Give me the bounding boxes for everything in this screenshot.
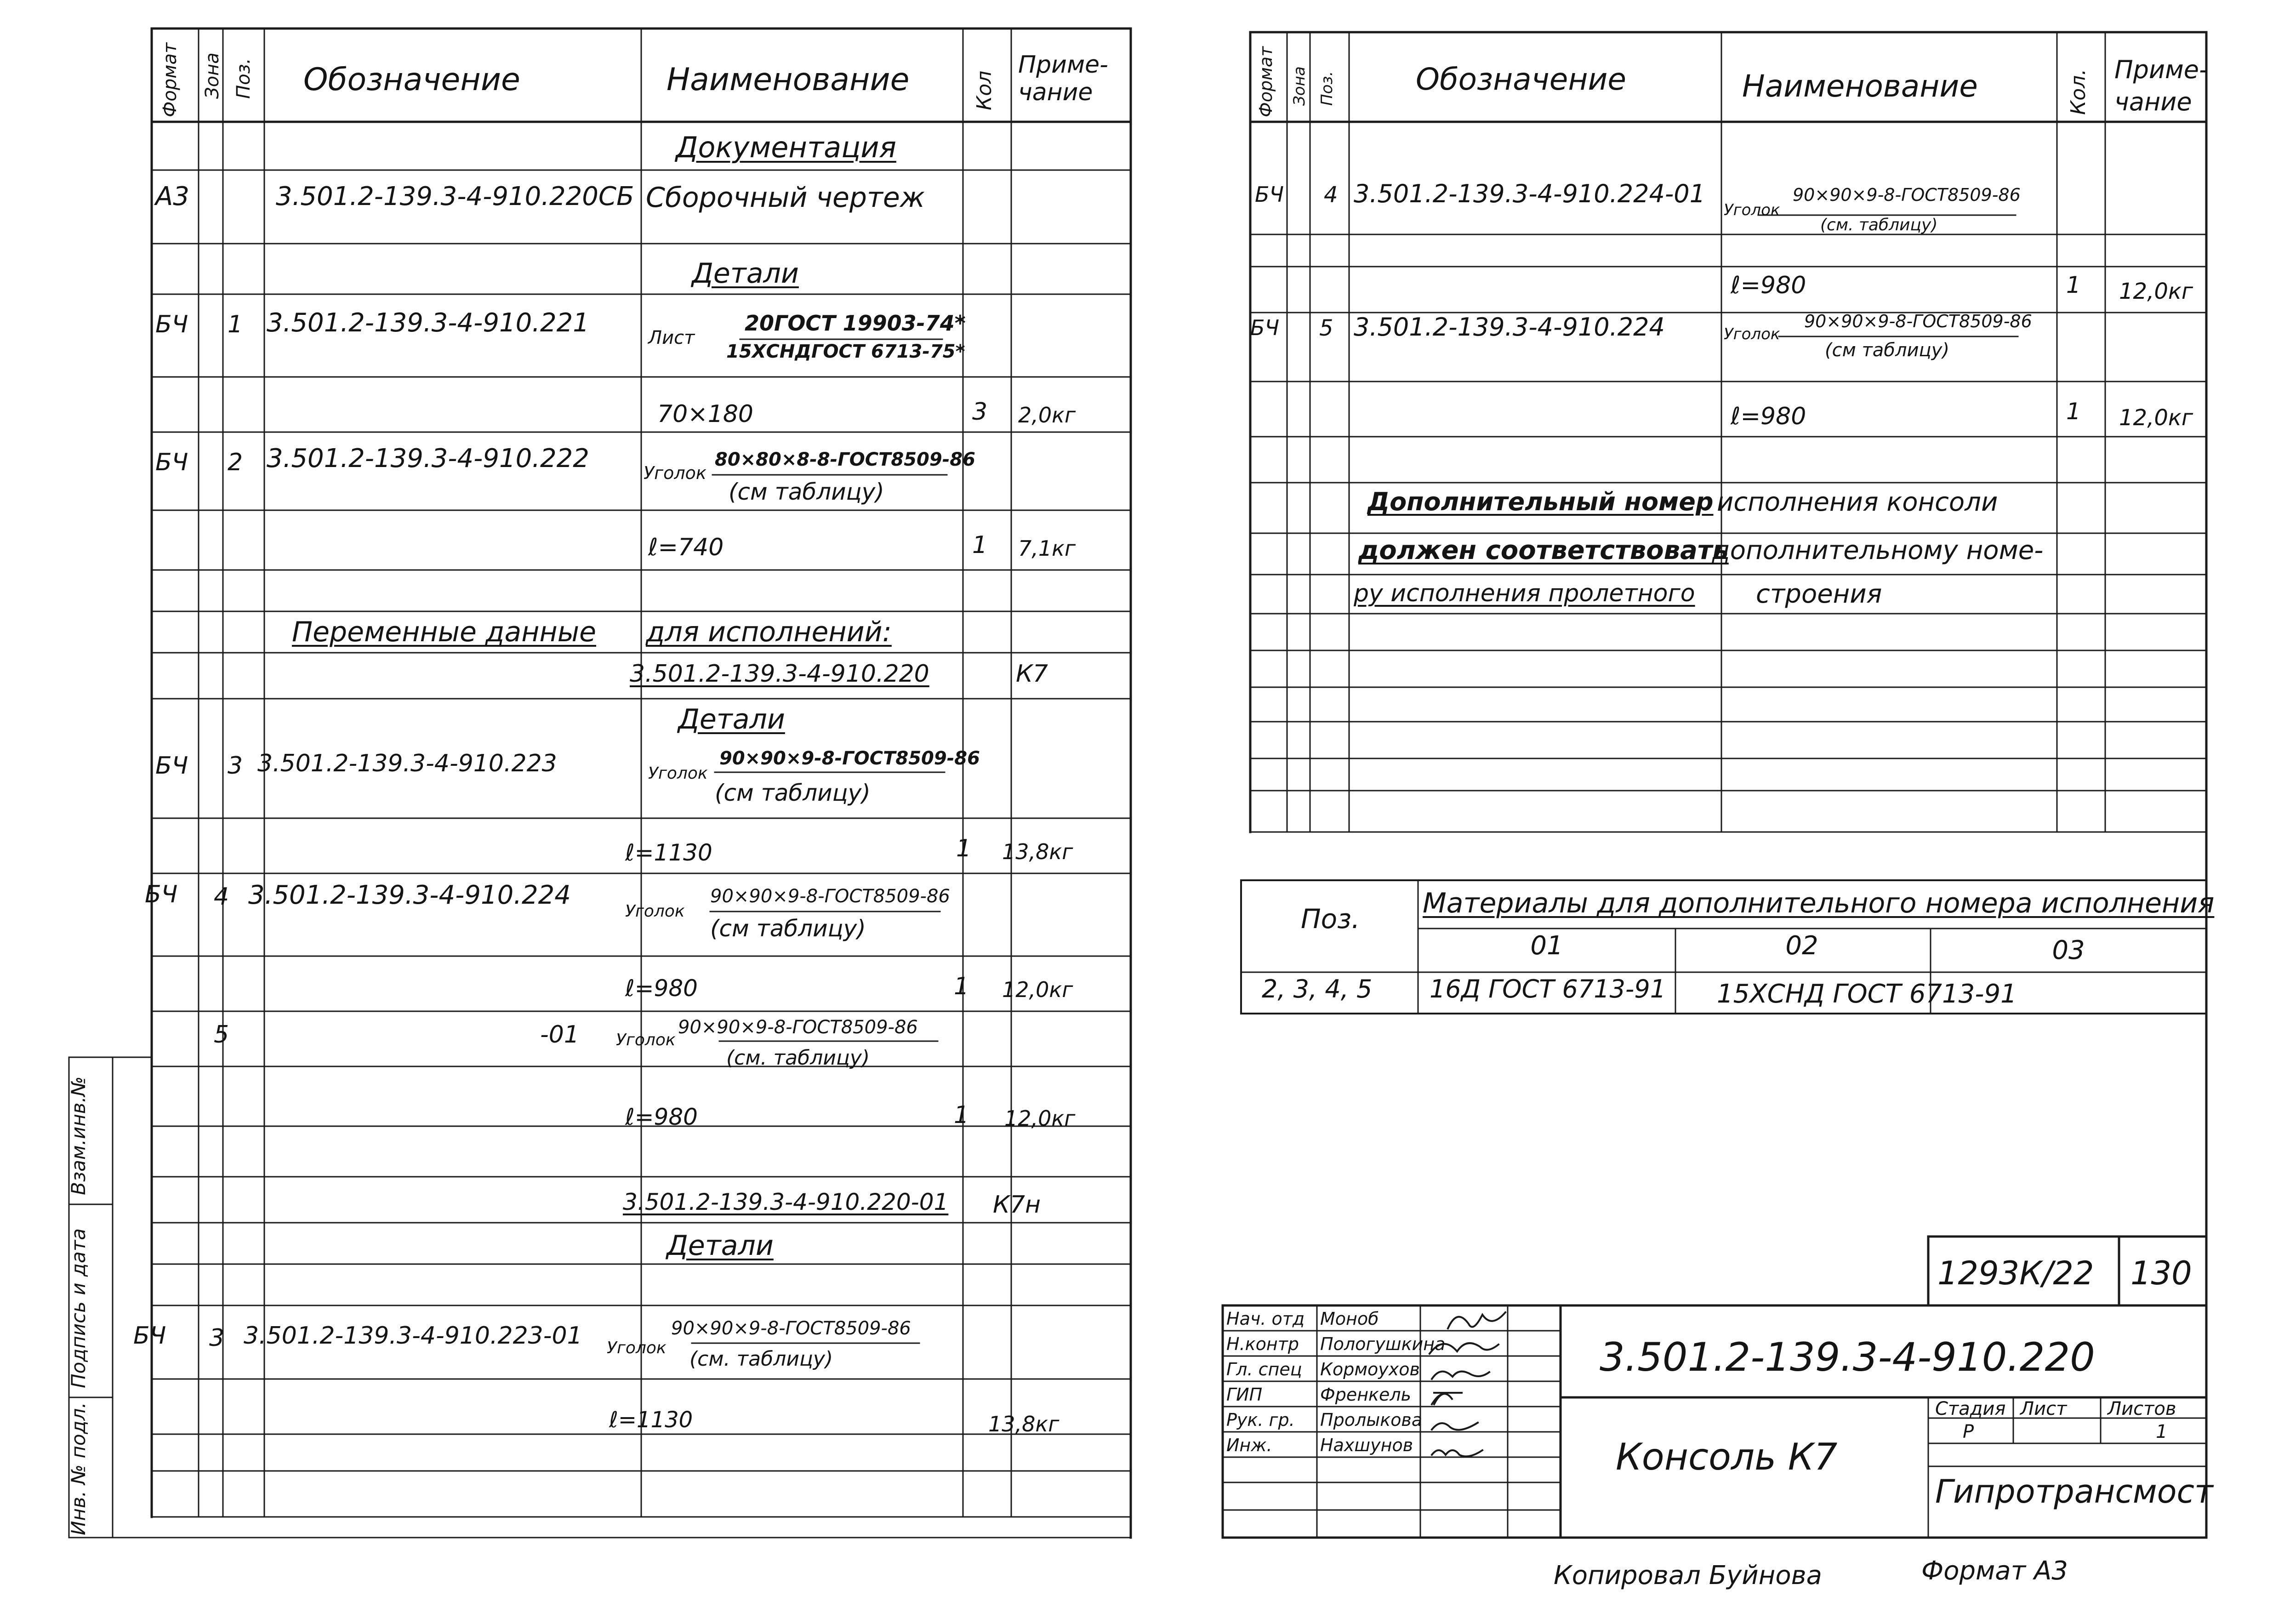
variable-data-label: Переменные данные (292, 616, 597, 648)
row-qty: 1 (954, 973, 969, 1000)
row-name-prefix: Уголок (1724, 201, 1780, 219)
variable-data-label-cont: для исполнений: (646, 616, 892, 648)
row-name: ℓ=980 (625, 1104, 698, 1130)
header-format: Формат (160, 42, 181, 117)
row-format: БЧ (155, 449, 188, 476)
row-name-bottom: (см. таблицу) (1820, 216, 1938, 234)
variant-code: К7 (1016, 660, 1048, 688)
row-note: 12,0кг (2119, 405, 2193, 431)
row-format: БЧ (145, 881, 178, 908)
row-designation: 3.501.2-139.3-4-910.224 (1354, 313, 1665, 342)
signer-name: Моноб (1320, 1309, 1379, 1329)
row-name-bottom: 15ХСНДГОСТ 6713-75* (726, 341, 965, 362)
row-name: ℓ=740 (648, 534, 724, 561)
header-note-1: Приме- (2114, 55, 2208, 84)
row-name-prefix: Уголок (616, 1031, 676, 1049)
row-name-top: 90×90×9-8-ГОСТ8509-86 (719, 748, 980, 769)
stage-value: Р (1963, 1421, 1974, 1442)
materials-value-01: 16Д ГОСТ 6713-91 (1430, 974, 1666, 1003)
row-qty: 1 (2066, 398, 2081, 425)
row-designation: 3.501.2-139.3-4-910.220СБ (276, 182, 634, 211)
sheet-format: Формат А3 (1921, 1556, 2068, 1586)
sheets-value: 1 (2156, 1421, 2168, 1442)
notice-line-1: Дополнительный номер (1367, 487, 1714, 516)
row-designation: 3.501.2-139.3-4-910.223-01 (244, 1322, 582, 1350)
row-name: ℓ=980 (1731, 403, 1806, 430)
header-note-1: Приме- (1018, 51, 1108, 79)
row-name-top: 80×80×8-8-ГОСТ8509-86 (715, 449, 975, 470)
header-zone: Зона (1290, 66, 1309, 106)
header-note-2: чание (2114, 87, 2192, 116)
row-note: 12,0кг (1004, 1106, 1076, 1131)
signer-name: Пролыкова (1320, 1410, 1423, 1430)
row-name-top: 90×90×9-8-ГОСТ8509-86 (710, 886, 950, 907)
signer-name: Френкель (1320, 1385, 1412, 1405)
variant-designation: 3.501.2-139.3-4-910.220 (630, 660, 929, 688)
row-designation: -01 (540, 1021, 579, 1048)
stamp-replace-inv: Взам.инв.№ (67, 1076, 90, 1195)
row-name: ℓ=1130 (609, 1407, 693, 1433)
row-designation: 3.501.2-139.3-4-910.224 (248, 880, 571, 910)
header-designation: Обозначение (1416, 62, 1626, 97)
materials-title: Материалы для дополнительного номера исполнения (1423, 887, 2215, 919)
materials-pos-label: Поз. (1301, 903, 1360, 935)
row-format: БЧ (133, 1322, 166, 1350)
header-pos: Поз. (1318, 71, 1336, 106)
notice-line-2: должен соответствовать (1358, 536, 1729, 565)
row-name-bottom: (см таблицу) (729, 479, 884, 505)
product-name: Консоль К7 (1616, 1436, 1838, 1478)
signer-role: Рук. гр. (1226, 1410, 1295, 1430)
row-name-prefix: Уголок (648, 764, 708, 783)
header-note-2: чание (1018, 79, 1093, 106)
variant-code: К7н (993, 1191, 1041, 1219)
row-note: 12,0кг (2119, 279, 2193, 304)
header-name: Наименование (1742, 68, 1978, 104)
row-name: ℓ=980 (625, 975, 698, 1002)
signer-role: Н.контр (1226, 1334, 1299, 1354)
row-pos: 3 (209, 1324, 225, 1352)
row-name-bottom: (см таблицу) (1825, 340, 1950, 361)
row-qty: 1 (954, 1101, 969, 1129)
row-name-prefix: Лист (648, 327, 695, 348)
variant-designation: 3.501.2-139.3-4-910.220-01 (623, 1189, 949, 1215)
organization-name: Гипротрансмост (1935, 1473, 2213, 1510)
sheet-number: 130 (2130, 1254, 2192, 1292)
row-pos: 4 (1324, 182, 1338, 208)
row-designation: 3.501.2-139.3-4-910.224-01 (1354, 179, 1706, 208)
row-note: 7,1кг (1018, 536, 1076, 561)
row-qty: 3 (972, 398, 988, 426)
row-qty: 1 (956, 835, 972, 862)
row-name-prefix: Уголок (644, 463, 706, 483)
row-name-bottom: (см. таблицу) (689, 1347, 833, 1371)
row-name-top: 20ГОСТ 19903-74* (745, 311, 966, 336)
row-name-bottom: (см таблицу) (715, 780, 871, 806)
row-note: 13,8кг (1002, 839, 1073, 864)
row-format: БЧ (155, 752, 188, 780)
stamp-sign-date: Подпись и дата (67, 1228, 90, 1388)
row-format: БЧ (155, 311, 188, 338)
row-name-prefix: Уголок (607, 1339, 666, 1357)
materials-col-02: 02 (1785, 931, 1818, 961)
signer-role: ГИП (1226, 1385, 1263, 1405)
row-pos: 5 (1319, 315, 1333, 341)
row-pos: 5 (214, 1021, 229, 1048)
row-name: 70×180 (657, 400, 753, 428)
row-pos: 2 (228, 449, 243, 476)
section-details: Детали (678, 703, 785, 735)
notice-line-2-cont: дополнительному номе- (1712, 536, 2044, 565)
row-name-prefix: Уголок (625, 902, 685, 921)
row-name-bottom: (см таблицу) (710, 915, 866, 942)
header-pos: Поз. (233, 58, 254, 99)
row-designation: 3.501.2-139.3-4-910.221 (267, 308, 589, 338)
row-format: БЧ (1255, 182, 1284, 207)
row-note: 13,8кг (988, 1412, 1060, 1436)
row-name: ℓ=980 (1731, 272, 1806, 299)
row-qty: 1 (2066, 272, 2081, 298)
row-note: 12,0кг (1002, 977, 1073, 1002)
header-zone: Зона (202, 52, 223, 99)
signer-name: Кормоухов (1320, 1359, 1420, 1379)
header-qty: Кол. (2067, 68, 2090, 115)
row-name: ℓ=1130 (625, 839, 712, 866)
section-details: Детали (666, 1230, 774, 1262)
header-qty: Кол (973, 70, 996, 110)
materials-value-02: 15ХСНД ГОСТ 6713-91 (1717, 979, 2017, 1009)
row-name-bottom: (см. таблицу) (726, 1046, 870, 1070)
signer-name: Пологушкина (1320, 1334, 1446, 1354)
signer-role: Гл. спец (1226, 1359, 1302, 1379)
row-pos: 4 (214, 883, 229, 911)
row-pos: 3 (228, 752, 243, 780)
notice-line-3-cont: строения (1756, 579, 1882, 609)
row-designation: 3.501.2-139.3-4-910.223 (257, 750, 557, 777)
sheets-label: Листов (2108, 1398, 2176, 1419)
sheet-label: Лист (2020, 1398, 2067, 1419)
row-format: А3 (155, 182, 189, 211)
row-name-top: 90×90×9-8-ГОСТ8509-86 (1804, 311, 2032, 331)
row-name-top: 90×90×9-8-ГОСТ8509-86 (678, 1017, 918, 1038)
row-note: 2,0кг (1018, 403, 1076, 427)
row-designation: 3.501.2-139.3-4-910.222 (267, 444, 589, 473)
signer-role: Нач. отд (1226, 1309, 1305, 1329)
row-pos: 1 (228, 311, 243, 338)
materials-col-01: 01 (1530, 931, 1563, 961)
materials-col-03: 03 (2052, 935, 2085, 965)
drawing-designation: 3.501.2-139.3-4-910.220 (1600, 1334, 2095, 1380)
signer-name: Нахшунов (1320, 1435, 1413, 1455)
materials-pos-value: 2, 3, 4, 5 (1262, 974, 1373, 1003)
stamp-inv-no: Инв. № подл. (67, 1402, 90, 1535)
section-documentation: Документация (676, 131, 896, 164)
section-details: Детали (692, 257, 799, 290)
row-qty: 1 (972, 531, 988, 559)
row-name-prefix: Уголок (1724, 325, 1780, 343)
notice-line-3: ру исполнения пролетного (1354, 580, 1695, 607)
archive-number: 1293К/22 (1937, 1254, 2094, 1292)
row-name-top: 90×90×9-8-ГОСТ8509-86 (671, 1318, 911, 1339)
row-name-top: 90×90×9-8-ГОСТ8509-86 (1793, 185, 2021, 205)
copied-by: Копировал Буйнова (1554, 1561, 1822, 1590)
header-designation: Обозначение (303, 62, 520, 98)
header-name: Наименование (666, 62, 910, 98)
signer-role: Инж. (1226, 1435, 1272, 1455)
notice-line-1-cont: исполнения консоли (1717, 487, 1998, 517)
row-format: БЧ (1250, 315, 1280, 340)
row-name: Сборочный чертеж (646, 182, 925, 214)
stage-label: Стадия (1935, 1398, 2006, 1419)
header-format: Формат (1256, 46, 1276, 117)
